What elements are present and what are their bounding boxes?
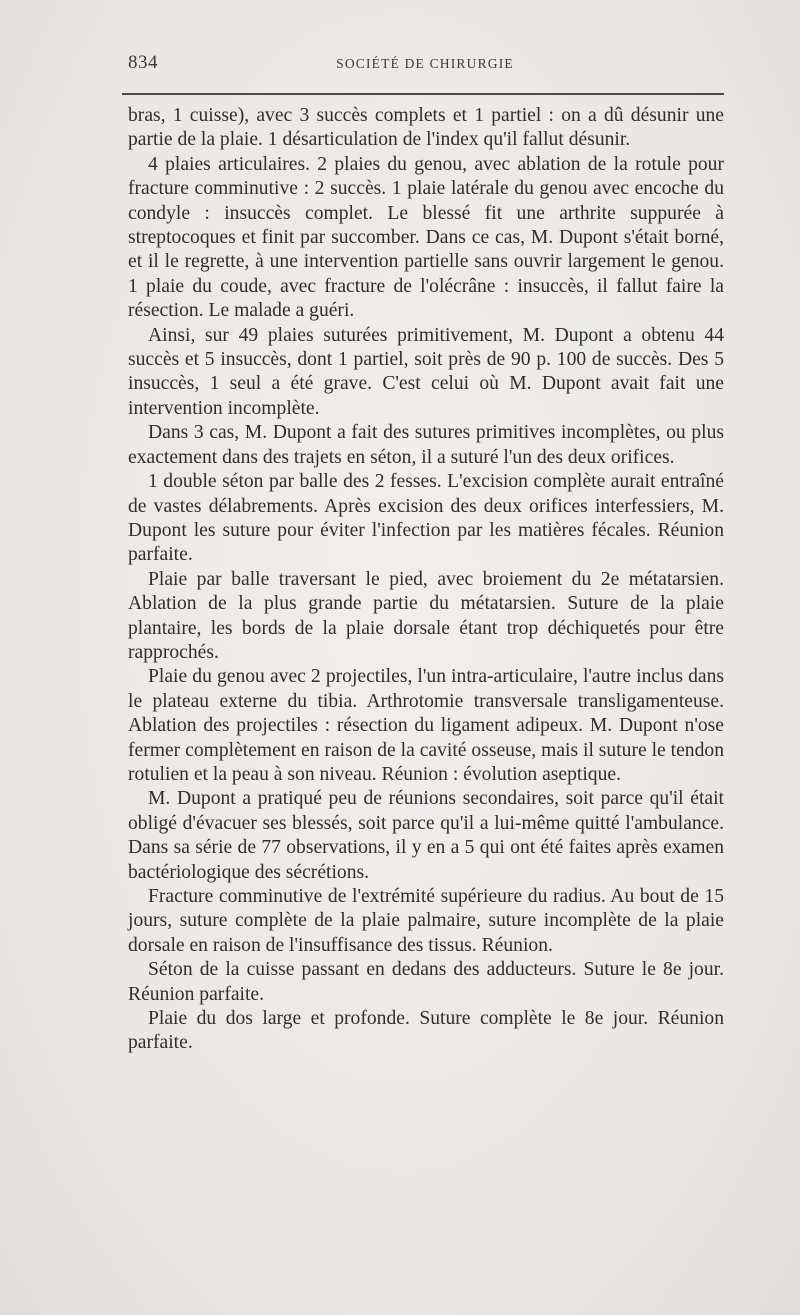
paragraph: M. Dupont a pratiqué peu de réunions secondaires, soit parce qu'il était obligé d'évacuer ses blessés, soit parce qu'il a lui-même quitté l'ambulance. Dans sa série de 77 observations, il y en a 5 qui ont été faites après examen bactériologique des sécrétions. (128, 788, 724, 883)
paragraph: bras, 1 cuisse), avec 3 succès complets et 1 partiel : on a dû désunir une partie de la plaie. 1 désarticulation de l'index qu'il fallut désunir. (128, 105, 724, 151)
paragraph: Plaie du dos large et profonde. Suture complète le 8e jour. Réunion parfaite. (128, 1008, 724, 1054)
paragraph: Plaie du genou avec 2 projectiles, l'un intra-articulaire, l'autre inclus dans le plateau externe du tibia. Arthrotomie transversale transligamenteuse. Ablation des projectiles : résection du ligament adipeux. M. Dupont n'ose fermer complètement en raison de la cavité osseuse, mais il suture le tendon rotulien et la peau à son niveau. Réunion : évolution aseptique. (128, 666, 724, 785)
body-text (128, 104, 724, 1056)
page-number: 834 (128, 52, 158, 73)
paragraph: 4 plaies articulaires. 2 plaies du genou, avec ablation de la rotule pour fracture comminutive : 2 succès. 1 plaie latérale du genou avec encoche du condyle : insuccès complet. Le blessé fit une arthrite suppurée à streptocoques et finit par succomber. Dans ce cas, M. Dupont s'était borné, et il le regrette, à une intervention partielle sans ouvrir largement le genou. 1 plaie du coude, avec fracture de l'olécrâne : insuccès, il fallut faire la résection. Le malade a guéri. (128, 153, 724, 322)
paragraph: Séton de la cuisse passant en dedans des adducteurs. Suture le 8e jour. Réunion parfaite. (128, 959, 724, 1005)
running-head: SOCIÉTÉ DE CHIRURGIE (336, 56, 514, 71)
paragraph: 1 double séton par balle des 2 fesses. L'excision complète aurait entraîné de vastes délabrements. Après excision des deux orifices interfessiers, M. Dupont les suture pour éviter l'infection par les matières fécales. Réunion parfaite. (128, 471, 724, 566)
page-header (128, 48, 722, 78)
paragraph: Fracture comminutive de l'extrémité supérieure du radius. Au bout de 15 jours, suture complète de la plaie palmaire, suture incomplète de la plaie dorsale en raison de l'insuffisance des tissus. Réunion. (128, 886, 724, 956)
paragraph: Plaie par balle traversant le pied, avec broiement du 2e métatarsien. Ablation de la plus grande partie du métatarsien. Suture de la plaie plantaire, les bords de la plaie dorsale étant trop déchiquetés pour être rapprochés. (128, 568, 724, 663)
paragraph: Ainsi, sur 49 plaies suturées primitivement, M. Dupont a obtenu 44 succès et 5 insuccès, dont 1 partiel, soit près de 90 p. 100 de succès. Des 5 insuccès, 1 seul a été grave. C'est celui où M. Dupont avait fait une intervention incomplète. (128, 324, 724, 419)
paragraph: Dans 3 cas, M. Dupont a fait des sutures primitives incomplètes, ou plus exactement dans des trajets en séton, il a suturé l'un des deux orifices. (128, 422, 724, 468)
header-rule (122, 93, 724, 95)
